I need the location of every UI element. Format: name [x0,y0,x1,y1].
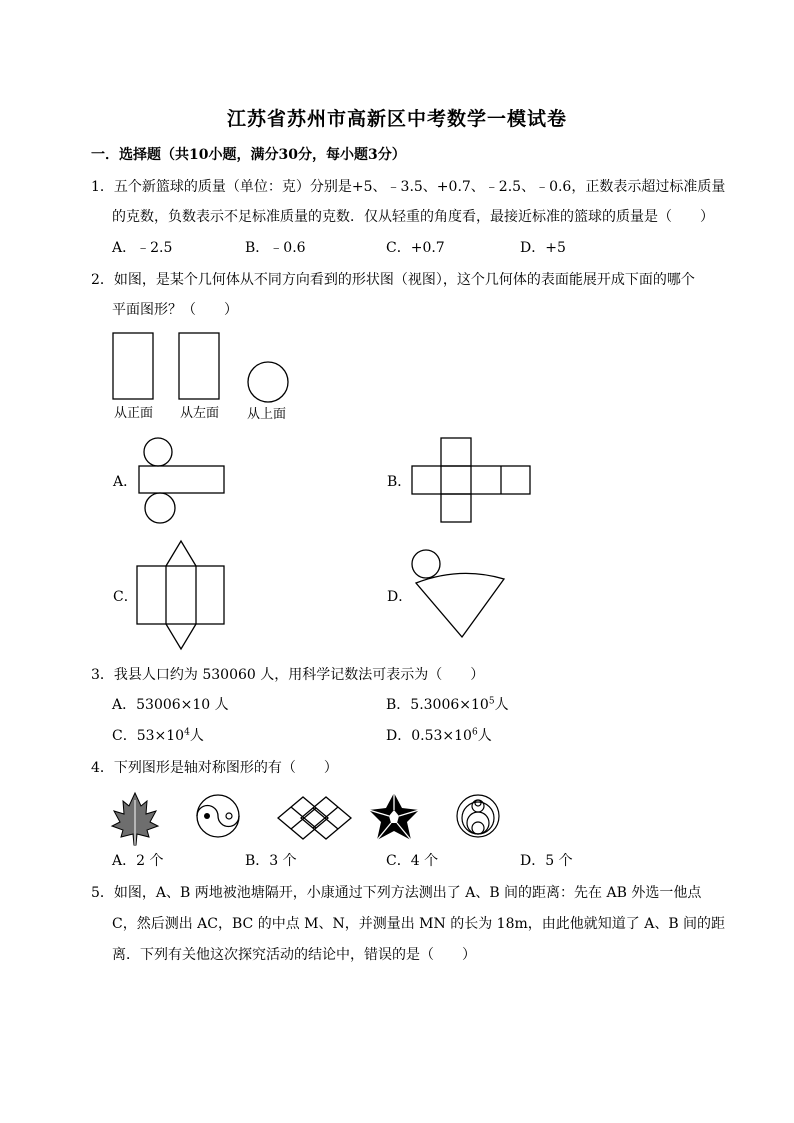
q4-line1: 4．下列图形是轴对称图形的有（ ） [91,760,338,776]
nested-circles-icon [457,795,499,837]
q1-line2: 的克数，负数表示不足标准质量的克数．仅从轻重的角度看，最接近标准的篮球的质量是（ ） [112,209,714,225]
star-pinwheel-icon [369,793,419,840]
q5-line1: 5．如图，A、B 两地被池塘隔开，小康通过下列方法测出了 A、B 间的距离：先在 AB 外选一他点 [91,885,702,901]
q1-option-b: B．﹣0.6 [245,240,306,256]
q4-option-d: D．5 个 [520,853,573,869]
maple-leaf-icon [112,793,158,845]
view-label-top: 从上面 [247,407,287,422]
page-title: 江苏省苏州市高新区中考数学一模试卷 [226,108,567,130]
section-heading: 一．选择题（共10小题，满分30分，每小题3分） [91,147,406,163]
q3-option-a: A．53006×10 人 [112,697,229,713]
view-label-left: 从左面 [180,406,220,421]
q5-line3: 离．下列有关他这次探究活动的结论中，错误的是（ ） [112,947,476,963]
q1-option-a: A．﹣2.5 [112,240,173,256]
q2-line2: 平面图形？（ ） [112,302,238,318]
q2-option-c: C． [113,589,138,605]
view-label-front: 从正面 [114,406,154,421]
q2-option-b: B． [387,474,412,490]
q4-option-b: B．3 个 [245,853,297,869]
q3-option-d: D．$0.53\times 10^6$人 [386,727,492,744]
q5-line2: C，然后测出 AC，BC 的中点 M、N，并测量出 MN 的长为 18m，由此他就知道了 A、B 间的距 [112,916,726,932]
q3-option-c: C．$53\times 10^4$人 [112,727,204,744]
q2-option-d: D． [387,589,413,605]
q1-option-d: D．+5 [520,240,566,256]
q2-option-a: A． [113,474,138,490]
q2-line1: 2．如图，是某个几何体从不同方向看到的形状图（视图），这个几何体的表面能展开成下面的哪个 [91,272,695,288]
knot-pattern-icon [278,797,351,839]
q4-option-c: C．4 个 [386,853,439,869]
q3-option-b: B．$5.3006\times 10^5$人 [386,696,509,713]
q4-option-a: A．2 个 [112,853,164,869]
q1-line1: 1．五个新篮球的质量（单位：克）分别是+5、﹣3.5、+0.7、﹣2.5、﹣0.6，正数表示超过标准质量 [91,179,726,195]
q3-line1: 3．我县人口约为 530060 人，用科学记数法可表示为（ ） [91,667,485,683]
yin-yang-icon [197,795,239,837]
q1-option-c: C．+0.7 [386,240,445,256]
